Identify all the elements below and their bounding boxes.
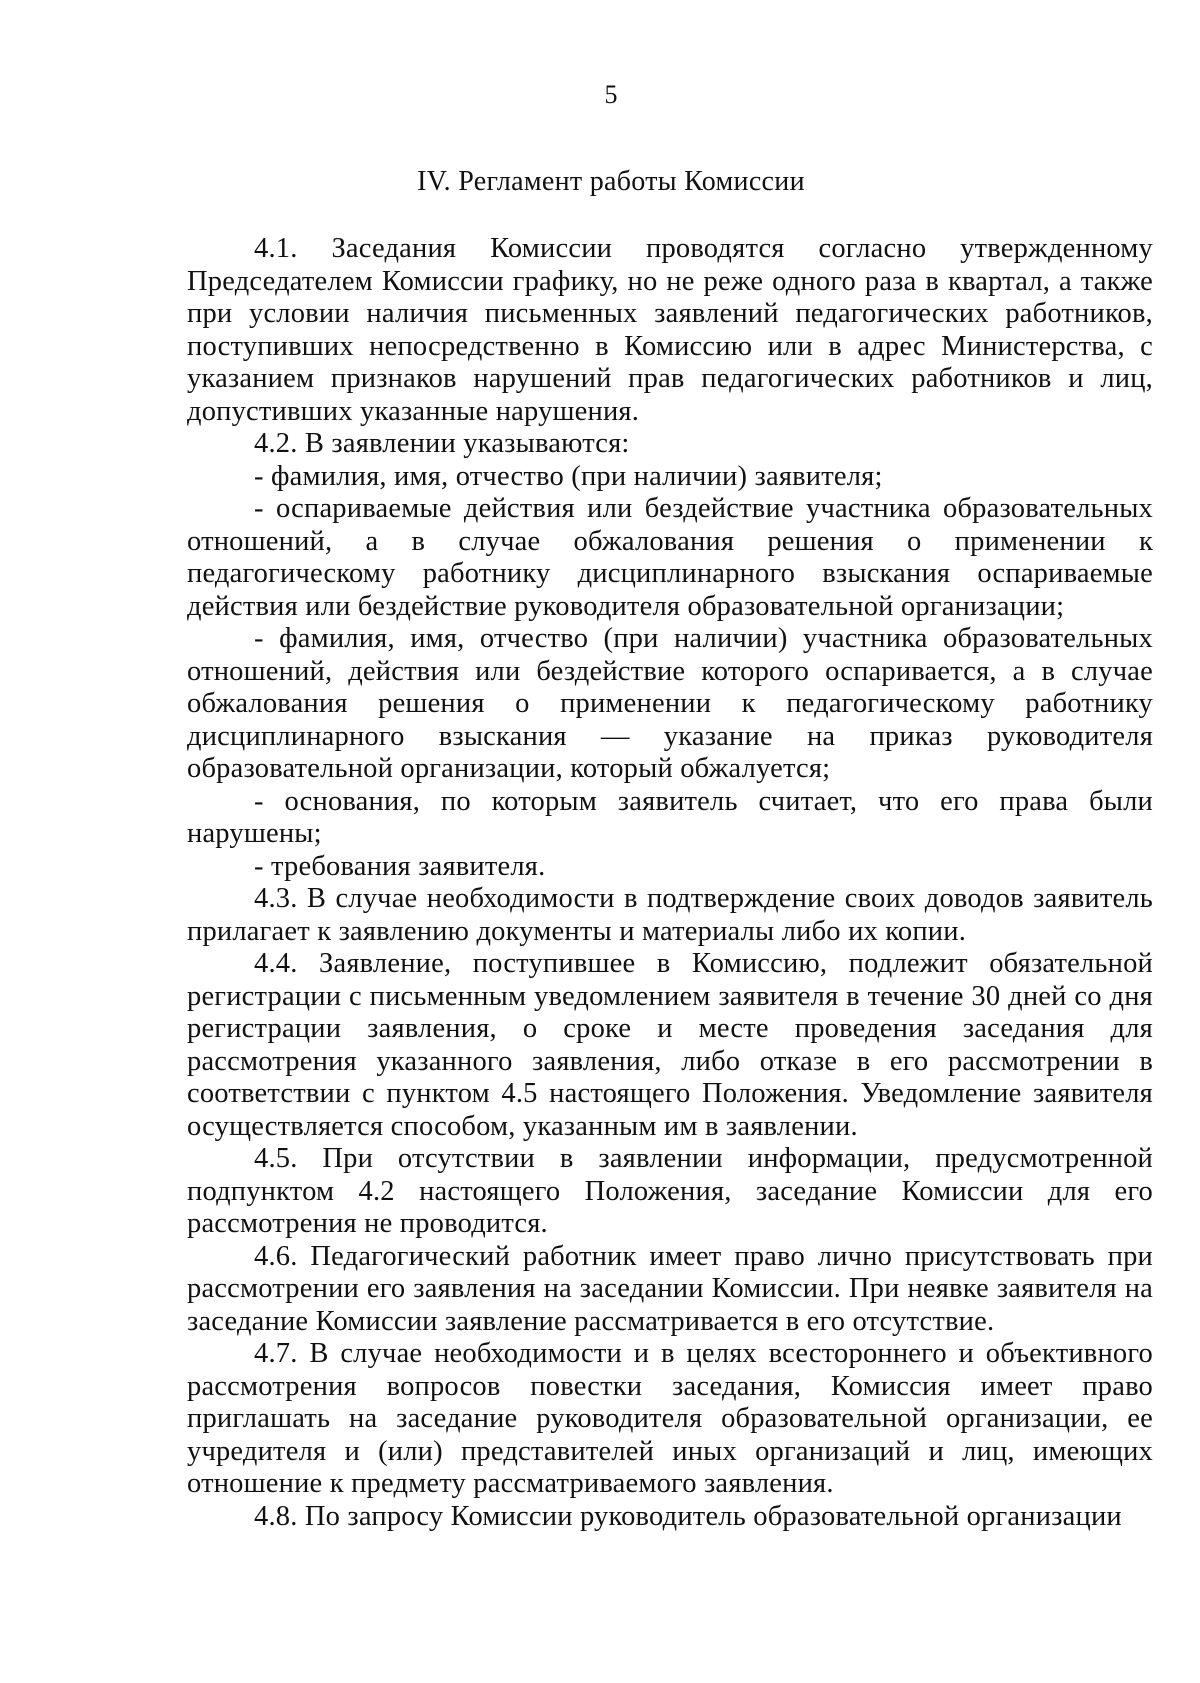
list-item-contested-actions: - оспариваемые действия или бездействие участника образовательных отношений, а в случае обжалования решения о применении к педагогическому работнику дисциплинарного взыскания оспариваемые действия или бездействие руководителя образовательной организации; — [187, 493, 1153, 622]
paragraph-4-5: 4.5. При отсутствии в заявлении информации, предусмотренной подпунктом 4.2 настоящего Положения, заседание Комиссии для его рассмотрения не проводится. — [187, 1143, 1153, 1239]
paragraph-4-8: 4.8. По запросу Комиссии руководитель образовательной организации — [254, 1500, 1122, 1532]
paragraph-4-2: 4.2. В заявлении указываются: — [254, 428, 630, 459]
paragraph-4-6: 4.6. Педагогический работник имеет право лично присутствовать при рассмотрении его заявления на заседании Комиссии. При неявке заявителя на заседание Комиссии заявление рассматривается в его отсутствие. — [187, 1240, 1153, 1337]
section-title: IV. Регламент работы Комиссии — [417, 166, 805, 197]
paragraph-4-4: 4.4. Заявление, поступившее в Комиссию, подлежит обязательной регистрации с письменным уведомлением заявителя в течение 30 дней со дня регистрации заявления, о сроке и месте проведения заседания для рассмотрения указанного заявления, либо отказе в его рассмотрении в соответствии с пунктом 4.5 настоящего Положения. Уведомление заявителя осуществляется способом, указанным им в заявлении. — [187, 948, 1153, 1142]
list-item-requirements: - требования заявителя. — [254, 850, 546, 882]
page-number: 5 — [604, 80, 618, 109]
list-item-participant-name: - фамилия, имя, отчество (при наличии) участника образовательных отношений, действия или бездействие которого оспаривается, а в случае обжалования решения о применении к педагогическому работнику дисциплинарного взыскания — указание на приказ руководителя образовательной организации, который обжалуется; — [187, 623, 1153, 784]
section-body — [187, 233, 1153, 1533]
list-item-grounds: - основания, по которым заявитель считает, что его права были нарушены; — [187, 785, 1153, 849]
paragraph-4-3: 4.3. В случае необходимости в подтверждение своих доводов заявитель прилагает к заявлению документы и материалы либо их копии. — [187, 883, 1153, 947]
paragraph-4-7: 4.7. В случае необходимости и в целях всестороннего и объективного рассмотрения вопросов повестки заседания, Комиссия имеет право приглашать на заседание руководителя образовательной организации, ее учредителя и (или) представителей иных организаций и лиц, имеющих отношение к предмету рассматриваемого заявления. — [187, 1338, 1153, 1499]
paragraph-4-1: 4.1. Заседания Комиссии проводятся согласно утвержденному Председателем Комиссии графику, но не реже одного раза в квартал, а также при условии наличия письменных заявлений педагогических работников, поступивших непосредственно в Комиссию или в адрес Министерства, с указанием признаков нарушений прав педагогических работников и лиц, допустивших указанные нарушения. — [187, 233, 1153, 427]
list-item-full-name: - фамилия, имя, отчество (при наличии) заявителя; — [254, 460, 883, 492]
